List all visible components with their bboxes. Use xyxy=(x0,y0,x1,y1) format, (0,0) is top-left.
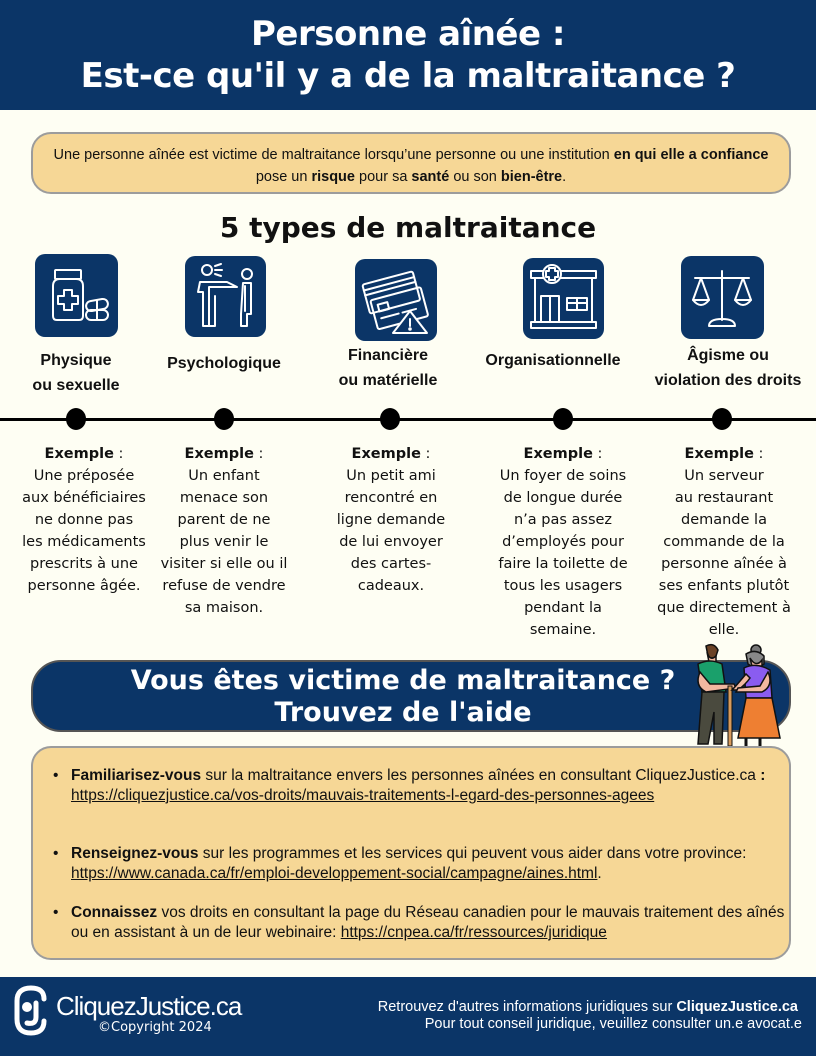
footer-info-text: Retrouvez d'autres informations juridiques sur xyxy=(377,999,677,1015)
type-label-line: Organisationnelle xyxy=(485,352,621,369)
link-cliquezjustice[interactable]: https://cliquezjustice.ca/vos-droits/mauvais-traitements-l-egard-des-personnes-agees xyxy=(71,787,655,804)
resource-text: . xyxy=(597,865,602,882)
credit-card-warning-icon xyxy=(355,259,437,341)
resource-item xyxy=(53,766,787,806)
type-label-line: Physique xyxy=(40,352,112,369)
example-colon: : xyxy=(592,446,603,462)
example-label: Exemple xyxy=(184,446,254,462)
example-line: menace son xyxy=(179,490,269,506)
cliquezjustice-logo[interactable] xyxy=(14,985,242,1041)
timeline-dot xyxy=(553,408,573,430)
example-agisme xyxy=(644,443,804,641)
example-title xyxy=(484,443,642,465)
type-label-line: Âgisme ou xyxy=(687,347,769,364)
elderly-couple-illustration xyxy=(676,642,788,748)
shouting-icon xyxy=(185,256,266,337)
example-line: Un foyer de soins xyxy=(499,468,627,484)
help-title-line2: Trouvez de l'aide xyxy=(274,697,532,728)
example-line: demande la xyxy=(681,512,767,528)
example-colon: : xyxy=(753,446,764,462)
example-title xyxy=(8,443,160,465)
intro-bold-trust: en qui elle a confiance xyxy=(613,147,769,163)
type-label-line: violation des droits xyxy=(654,372,802,389)
resource-text: vos droits en consultant la page du Réseau canadien pour le mauvais traitement des aînés ou en assistant à un de leur webinaire: xyxy=(71,904,785,941)
health-center-icon xyxy=(523,258,604,339)
example-line: d’employés pour xyxy=(502,534,624,550)
example-line: prescrits à une xyxy=(30,556,138,572)
timeline-dot xyxy=(66,408,86,430)
intro-text: Une personne aînée est victime de maltraitance lorsqu’une personne ou une institution xyxy=(53,147,614,163)
example-line: Un petit ami xyxy=(346,468,436,484)
example-line: des cartes- xyxy=(350,556,432,572)
example-line: personne âgée. xyxy=(27,578,141,594)
example-line: Une préposée xyxy=(33,468,135,484)
page-title-line1: Personne aînée : xyxy=(250,14,565,54)
type-label-line: ou matérielle xyxy=(338,372,438,389)
resource-item xyxy=(53,903,787,943)
resource-text: sur les programmes et les services qui peuvent vous aider dans votre province: xyxy=(198,845,747,862)
example-line: visiter si elle ou il xyxy=(160,556,288,572)
link-cnpea[interactable]: https://cnpea.ca/fr/ressources/juridique xyxy=(340,924,607,941)
example-financiere xyxy=(326,443,456,597)
example-colon: : xyxy=(253,446,264,462)
type-label-line: Psychologique xyxy=(167,355,281,372)
help-title-line1: Vous êtes victime de maltraitance ? xyxy=(130,665,676,696)
example-line: de lui envoyer xyxy=(339,534,443,550)
logo-text: CliquezJustice.ca xyxy=(56,991,242,1021)
example-organisationnelle xyxy=(484,443,642,641)
example-title xyxy=(644,443,804,465)
resource-separator: : xyxy=(760,767,766,784)
example-label: Exemple xyxy=(351,446,421,462)
header-banner xyxy=(0,0,816,110)
intro-text: . xyxy=(562,169,567,185)
example-line: que directement à xyxy=(657,600,791,616)
example-line: rencontré en xyxy=(344,490,438,506)
bullet-icon: • xyxy=(53,904,59,921)
example-line: plus venir le xyxy=(179,534,269,550)
resource-text: sur la maltraitance envers les personnes aînées en consultant CliquezJustice.ca xyxy=(201,767,761,784)
example-line: tous les usagers xyxy=(503,578,623,594)
footer-brand-link[interactable]: CliquezJustice.ca xyxy=(676,999,798,1015)
example-label: Exemple xyxy=(684,446,754,462)
bullet-icon: • xyxy=(53,845,59,862)
footer-legal-notice: Pour tout conseil juridique, veuillez consulter un.e avocat.e xyxy=(424,1016,802,1032)
example-psychologique xyxy=(158,443,290,619)
example-line: parent de ne xyxy=(177,512,271,528)
timeline-dot xyxy=(214,408,234,430)
type-label-physique xyxy=(16,348,136,398)
example-colon: : xyxy=(113,446,124,462)
timeline-dot xyxy=(712,408,732,430)
example-line: cadeaux. xyxy=(357,578,425,594)
bullet-icon: • xyxy=(53,767,59,784)
example-line: ne donne pas xyxy=(34,512,134,528)
example-line: ses enfants plutôt xyxy=(658,578,790,594)
example-line: pendant la xyxy=(524,600,602,616)
resource-bold: Connaissez xyxy=(71,904,158,921)
example-colon: : xyxy=(420,446,431,462)
type-label-financiere xyxy=(320,343,456,393)
type-label-line: Financière xyxy=(347,347,429,364)
example-line: ligne demande xyxy=(336,512,446,528)
example-line: au restaurant xyxy=(674,490,774,506)
timeline-line xyxy=(0,418,816,421)
resource-item xyxy=(53,844,787,884)
example-title xyxy=(158,443,290,465)
example-line: Un serveur xyxy=(684,468,764,484)
example-label: Exemple xyxy=(523,446,593,462)
type-label-organisationnelle xyxy=(474,348,632,373)
intro-bold-risk: risque xyxy=(311,169,355,185)
type-label-line: ou sexuelle xyxy=(32,377,120,394)
example-physique xyxy=(8,443,160,597)
example-line: Un enfant xyxy=(188,468,260,484)
example-label: Exemple xyxy=(44,446,114,462)
example-line: aux bénéficiaires xyxy=(22,490,146,506)
example-line: faire la toilette de xyxy=(498,556,628,572)
example-line: les médicaments xyxy=(22,534,146,550)
page-title-line2: Est-ce qu'il y a de la maltraitance ? xyxy=(80,56,736,96)
resources-box xyxy=(31,746,791,960)
example-line: n’a pas assez xyxy=(513,512,613,528)
resource-bold: Renseignez-vous xyxy=(71,845,199,862)
example-line: de longue durée xyxy=(503,490,623,506)
footer xyxy=(0,977,816,1056)
footer-info xyxy=(377,999,802,1033)
intro-box xyxy=(31,132,791,194)
intro-text: pose un xyxy=(255,169,312,185)
timeline-dot xyxy=(380,408,400,430)
example-line: semaine. xyxy=(529,622,597,638)
intro-bold-wellbeing: bien-être xyxy=(500,169,563,185)
example-title xyxy=(326,443,456,465)
type-label-agisme xyxy=(640,343,816,393)
example-line: commande de la xyxy=(663,534,785,550)
logo-mark-icon xyxy=(14,985,48,1037)
copyright: ©Copyright 2024 xyxy=(98,1020,212,1035)
intro-text: pour sa xyxy=(354,169,412,185)
scales-icon xyxy=(681,256,764,339)
example-line: refuse de vendre xyxy=(162,578,286,594)
link-canada[interactable]: https://www.canada.ca/fr/emploi-developpement-social/campagne/aines.html xyxy=(71,865,598,882)
example-line: elle. xyxy=(708,622,740,638)
resource-bold: Familiarisez-vous xyxy=(71,767,202,784)
medicine-icon xyxy=(35,254,118,337)
intro-bold-health: santé xyxy=(411,169,450,185)
example-line: sa maison. xyxy=(184,600,264,616)
example-line: personne aînée à xyxy=(661,556,787,572)
type-label-psychologique xyxy=(152,351,296,376)
intro-text: ou son xyxy=(449,169,501,185)
types-heading: 5 types de maltraitance xyxy=(219,211,597,244)
